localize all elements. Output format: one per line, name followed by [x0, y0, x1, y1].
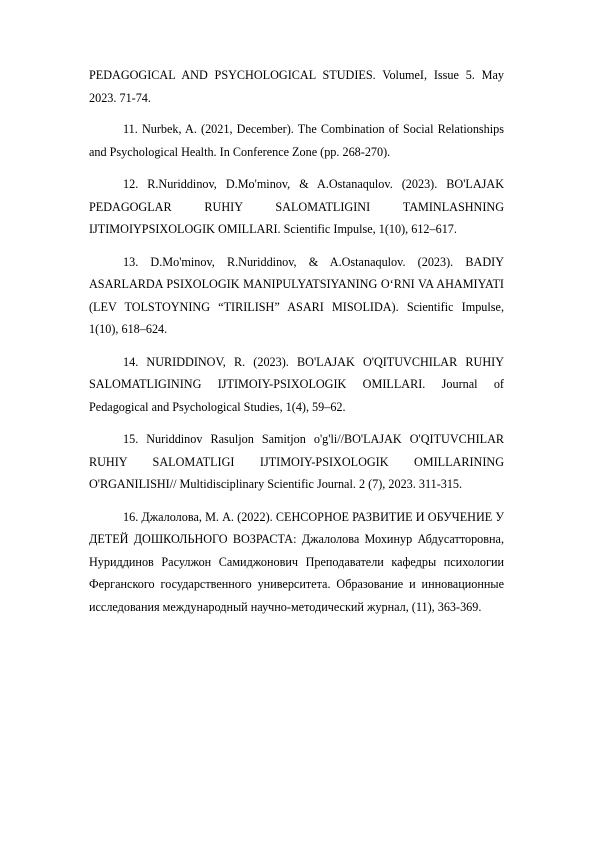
reference-item-14: 14. NURIDDINOV, R. (2023). BO'LAJAK O'QITUVCHILAR RUHIY SALOMATLIGINING IJTIMOIY-PSIXOLOGIK OMILLARI. Journal of Pedagogical and Psychological Studies, 1(4), 59–62.	[89, 354, 504, 414]
reference-item-16: 16. Джалолова, М. А. (2022). СЕНСОРНОЕ РАЗВИТИЕ И ОБУЧЕНИЕ У ДЕТЕЙ ДОШКОЛЬНОГО ВОЗРАСТА: Джалолова Мохинур Абдусатторовна, Нуриддинов Расулжон Самиджонович Преподаватели кафедры психологии Ферганского государственного университета. Образование и инновационные исследования международный научно-методический журнал, (11), 363-369.	[89, 509, 504, 614]
reference-item-continued: PEDAGOGICAL AND PSYCHOLOGICAL STUDIES. VolumeI, Issue 5. May 2023. 71-74.	[89, 68, 504, 105]
reference-list	[89, 64, 504, 628]
reference-item-15: 15. Nuriddinov Rasuljon Samitjon o'g'li//BO'LAJAK O'QITUVCHILAR RUHIY SALOMATLIGI IJTIMOIY-PSIXOLOGIK OMILLARINING O'RGANILISHI// Multidisciplinary Scientific Journal. 2 (7), 2023. 311-315.	[89, 432, 504, 491]
reference-item-12: 12. R.Nuriddinov, D.Mo'minov, & A.Ostanaqulov. (2023). BO'LAJAK PEDAGOGLAR RUHIY SALOMATLIGINI TAMINLASHNING IJTIMOIYPSIXOLOGIK OMILLARI. Scientific Impulse, 1(10), 612–617.	[89, 177, 504, 236]
reference-item-13: 13. D.Mo'minov, R.Nuriddinov, & A.Ostanaqulov. (2023). BADIY ASARLARDA PSIXOLOGIK MANIPULYATSIYANING O‘RNI VA AHAMIYATI (LEV TOLSTOYNING “TIRILISH” ASARI MISOLIDA). Scientific Impulse, 1(10), 618–624.	[89, 254, 504, 336]
reference-item-11: 11. Nurbek, A. (2021, December). The Combination of Social Relationships and Psychological Health. In Conference Zone (pp. 268-270).	[89, 122, 504, 159]
